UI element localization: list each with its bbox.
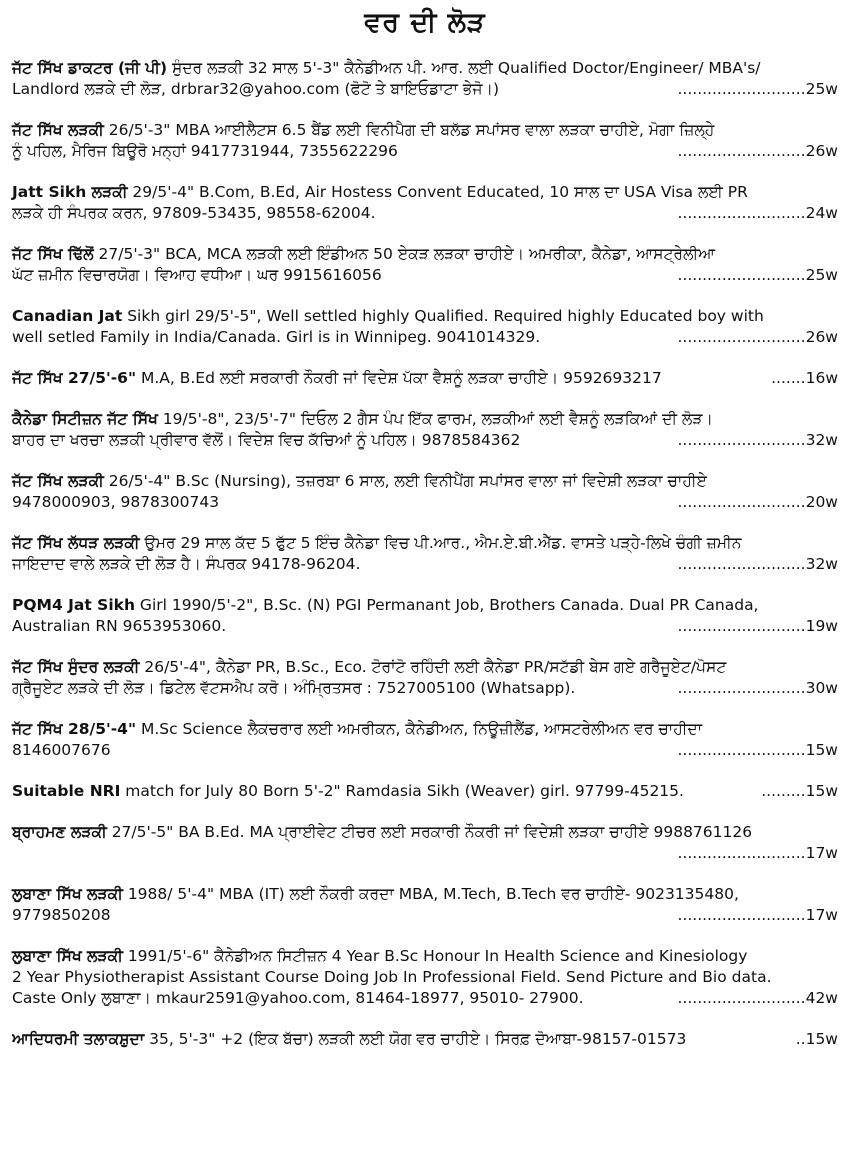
ad-code: ..........................32w [677,555,838,573]
ad-code: ..........................26w [677,328,838,346]
ad-heading: ਜੱਟ ਸਿੱਖ 27/5'-6" [12,369,137,387]
ad-code: ..........................32w [677,431,838,449]
ad-text: 35, 5'-3" +2 (ਇਕ ਬੱਚਾ) ਲੜਕੀ ਲਈ ਯੋਗ ਵਰ ਚਾਹੀਏ। ਸਿਰਫ਼ ਦੋਆਬਾ-98157-01573 [144,1030,687,1048]
ad-text: ਸੁੰਦਰ ਲੜਕੀ 32 ਸਾਲ 5'-3" ਕੈਨੇਡੀਅਨ ਪੀ. ਆਰ. ਲਈ Qualified Doctor/Engineer/ MBA's/ [167,59,761,77]
classified-ad [12,120,838,162]
ad-text: 29/5'-4" B.Com, B.Ed, Air Hostess Convent Educated, 10 ਸਾਲ ਦਾ USA Visa ਲਈ PR [127,183,748,201]
ad-heading: Jatt Sikh ਲੜਕੀ [12,183,128,201]
ad-heading: Canadian Jat [12,307,123,325]
ad-text-line2: ਗ੍ਰੈਜੂਏਟ ਲੜਕੇ ਦੀ ਲੋੜ। ਡਿਟੇਲ ਵੱਟਸਐਪ ਕਰੋ। ਅੰਮ੍ਰਿਤਸਰ : 7527005100 (Whatsapp). [12,679,576,697]
ad-code: ..........................30w [677,679,838,697]
ad-heading: ਜੱਟ ਸਿੱਖ ਲੱਧੜ ਲੜਕੀ [12,534,140,552]
classified-ad [12,244,838,286]
ad-code: ..........................20w [677,493,838,511]
ad-code: ..........................17w [677,906,838,924]
ad-text: Girl 1990/5'-2", B.Sc. (N) PGI Permanant Job, Brothers Canada. Dual PR Canada, [135,596,759,614]
ad-heading: ਜੱਟ ਸਿੱਖ 28/5'-4" [12,720,137,738]
ad-text: M.Sc Science ਲੈਕਚਰਾਰ ਲਈ ਅਮਰੀਕਨ, ਕੈਨੇਡੀਅਨ, ਨਿਊਜ਼ੀਲੈਂਡ, ਆਸਟਰੇਲੀਅਨ ਵਰ ਚਾਹੀਦਾ [136,720,703,738]
ad-text: 26/5'-4" B.Sc (Nursing), ਤਜ਼ਰਬਾ 6 ਸਾਲ, ਲਈ ਵਿਨੀਪੈਂਗ ਸਪਾਂਸਰ ਵਾਲਾ ਜਾਂ ਵਿਦੇਸ਼ੀ ਲੜਕਾ ਚਾਹੀਏ [103,472,707,490]
classified-ad [12,368,838,389]
ad-text-line2: Landlord ਲੜਕੇ ਦੀ ਲੋੜ, drbrar32@yahoo.com (ਫੋਟੋ ਤੇ ਬਾਇਓਡਾਟਾ ਭੇਜੋ।) [12,80,499,98]
ad-heading: ਲੁਬਾਣਾ ਸਿੱਖ ਲੜਕੀ [12,885,123,903]
ad-heading: ਜੱਟ ਸਿੱਖ ਸੁੰਦਰ ਲੜਕੀ [12,658,140,676]
ad-heading: ਜੱਟ ਸਿੱਖ ਲੜਕੀ [12,121,104,139]
classified-ad [12,533,838,575]
ad-text-line2: ਨੂੰ ਪਹਿਲ, ਮੈਰਿਜ ਬਿਊਰੋ ਮਨ੍ਹਾਂ 9417731944, 7355622296 [12,142,398,160]
ad-code: ..........................26w [677,142,838,160]
ad-text: match for July 80 Born 5'-2" Ramdasia Sikh (Weaver) girl. 97799-45215. [120,782,684,800]
ad-heading: ਜੱਟ ਸਿੱਖ ਡਾਕਟਰ (ਜੀ ਪੀ) [12,59,168,77]
ad-code: ..15w [795,1030,838,1048]
ad-text: 26/5'-3" MBA ਆਈਲੈਟਸ 6.5 ਬੈਂਡ ਲਈ ਵਿਨੀਪੈਗ ਦੀ ਬਲੱਡ ਸਪਾਂਸਰ ਵਾਲਾ ਲੜਕਾ ਚਾਹੀਏ, ਮੋਗਾ ਜ਼ਿਲ੍ਹੇ [103,121,715,139]
ad-text-line2: ਜਾਇਦਾਦ ਵਾਲੇ ਲੜਕੇ ਦੀ ਲੋੜ ਹੈ। ਸੰਪਰਕ 94178-96204. [12,555,361,573]
ad-text-line2: ਬਾਹਰ ਦਾ ਖਰਚਾ ਲੜਕੀ ਪ੍ਰੀਵਾਰ ਵੱਲੋਂ। ਵਿਦੇਸ਼ ਵਿਚ ਕੱਚਿਆਂ ਨੂੰ ਪਹਿਲ। 9878584362 [12,431,521,449]
classified-ad [12,58,838,100]
ad-text-line2: ਲੜਕੇ ਹੀ ਸੰਪਰਕ ਕਰਨ, 97809-53435, 98558-62004. [12,204,376,222]
classified-ad [12,409,838,451]
ad-heading: ਆਦਿਧਰਮੀ ਤਲਾਕਸ਼ੁਦਾ [12,1030,145,1048]
classified-ad [12,1029,838,1050]
ad-text: Sikh girl 29/5'-5", Well settled highly Qualified. Required highly Educated boy with [122,307,764,325]
ad-text: 27/5'-5" BA B.Ed. MA ਪ੍ਰਾਈਵੇਟ ਟੀਚਰ ਲਈ ਸਰਕਾਰੀ ਨੌਕਰੀ ਜਾਂ ਵਿਦੇਸ਼ੀ ਲੜਕਾ ਚਾਹੀਏ 9988761126 [106,823,753,841]
classified-ad [12,719,838,761]
ad-heading: ਬ੍ਰਾਹਮਣ ਲੜਕੀ [12,823,107,841]
ad-text-line2: 9779850208 [12,906,111,924]
ad-code: ..........................42w [677,989,838,1007]
classified-ad [12,471,838,513]
classified-ad [12,781,838,802]
ad-code: ..........................25w [677,266,838,284]
ad-heading: ਜੱਟ ਸਿੱਖ ਲੜਕੀ [12,472,104,490]
ad-code: .......16w [771,369,838,387]
classified-ad [12,946,838,1009]
classified-ad [12,657,838,699]
ad-text-line2: well setled Family in India/Canada. Girl is in Winnipeg. 9041014329. [12,328,541,346]
ad-heading: PQM4 Jat Sikh [12,596,135,614]
page-title: ਵਰ ਦੀ ਲੋੜ [364,7,486,38]
ad-text: 19/5'-8", 23/5'-7" ਦਿਓਲ 2 ਗੈਸ ਪੰਪ ਇੱਕ ਫਾਰਮ, ਲੜਕੀਆਂ ਲਈ ਵੈਸ਼ਨੂੰ ਲੜਕਿਆਂ ਦੀ ਲੋੜ। [157,410,713,428]
ad-code: ..........................15w [677,741,838,759]
ad-text: ਉਮਰ 29 ਸਾਲ ਕੱਦ 5 ਫੁੱਟ 5 ਇੰਚ ਕੈਨੇਡਾ ਵਿਚ ਪੀ.ਆਰ., ਐਮ.ਏ.ਬੀ.ਐੱਡ. ਵਾਸਤੇ ਪੜ੍ਹੇ-ਲਿਖੇ ਚੰਗੀ ਜ਼ਮੀਨ [139,534,742,552]
ad-text: 26/5'-4", ਕੈਨੇਡਾ PR, B.Sc., Eco. ਟੋਰਾਂਟੋ ਰਹਿੰਦੀ ਲਈ ਕੈਨੇਡਾ PR/ਸਟੱਡੀ ਬੇਸ ਗਏ ਗਰੈਜੂਏਟ/ਪੋਸਟ [139,658,727,676]
ad-text-line2: ਘੱਟ ਜ਼ਮੀਨ ਵਿਚਾਰਯੋਗ। ਵਿਆਹ ਵਧੀਆ। ਘਰ 9915616056 [12,266,382,284]
ad-text: 1988/ 5'-4" MBA (IT) ਲਈ ਨੌਕਰੀ ਕਰਦਾ MBA, M.Tech, B.Tech ਵਰ ਚਾਹੀਏ- 9023135480, [122,885,739,903]
ad-heading: Suitable NRI [12,782,121,800]
ad-text: 1991/5'-6" ਕੈਨੇਡੀਅਨ ਸਿਟੀਜ਼ਨ 4 Year B.Sc Honour In Health Science and Kinesiology [122,947,748,965]
ad-heading: ਜੱਟ ਸਿੱਖ ਢਿੱਲੋਂ [12,245,94,263]
ad-text-line2: 8146007676 [12,741,111,759]
ad-code: ..........................19w [677,617,838,635]
classified-ad [12,182,838,224]
ad-text-line2: Caste Only ਲੁਬਾਣਾ। mkaur2591@yahoo.com, 81464-18977, 95010- 27900. [12,989,584,1007]
ad-text: M.A, B.Ed ਲਈ ਸਰਕਾਰੀ ਨੌਕਰੀ ਜਾਂ ਵਿਦੇਸ਼ ਪੱਕਾ ਵੈਸ਼ਨੂੰ ਲੜਕਾ ਚਾਹੀਏ। 9592693217 [136,369,662,387]
classified-ad [12,822,838,864]
ad-text-line2: Australian RN 9653953060. [12,617,227,635]
ad-code: .........15w [761,782,838,800]
ad-heading: ਲੁਬਾਣਾ ਸਿੱਖ ਲੜਕੀ [12,947,123,965]
ad-code: ..........................24w [677,204,838,222]
classified-ad [12,884,838,926]
classified-ad [12,595,838,637]
ad-text: 27/5'-3" BCA, MCA ਲੜਕੀ ਲਈ ਇੰਡੀਅਨ 50 ਏਕੜ ਲੜਕਾ ਚਾਹੀਏ। ਅਮਰੀਕਾ, ਕੈਨੇਡਾ, ਆਸਟ੍ਰੇਲੀਆ [93,245,716,263]
ad-text-line2: 9478000903, 9878300743 [12,493,220,511]
classified-ad [12,306,838,348]
ad-code: ..........................25w [677,80,838,98]
ad-text-line1b: 2 Year Physiotherapist Assistant Course Doing Job In Professional Field. Send Picture and Bio data. [12,968,772,986]
ad-code: ..........................17w [677,844,838,862]
ad-heading: ਕੈਨੇਡਾ ਸਿਟੀਜ਼ਨ ਜੱਟ ਸਿੱਖ [12,410,158,428]
